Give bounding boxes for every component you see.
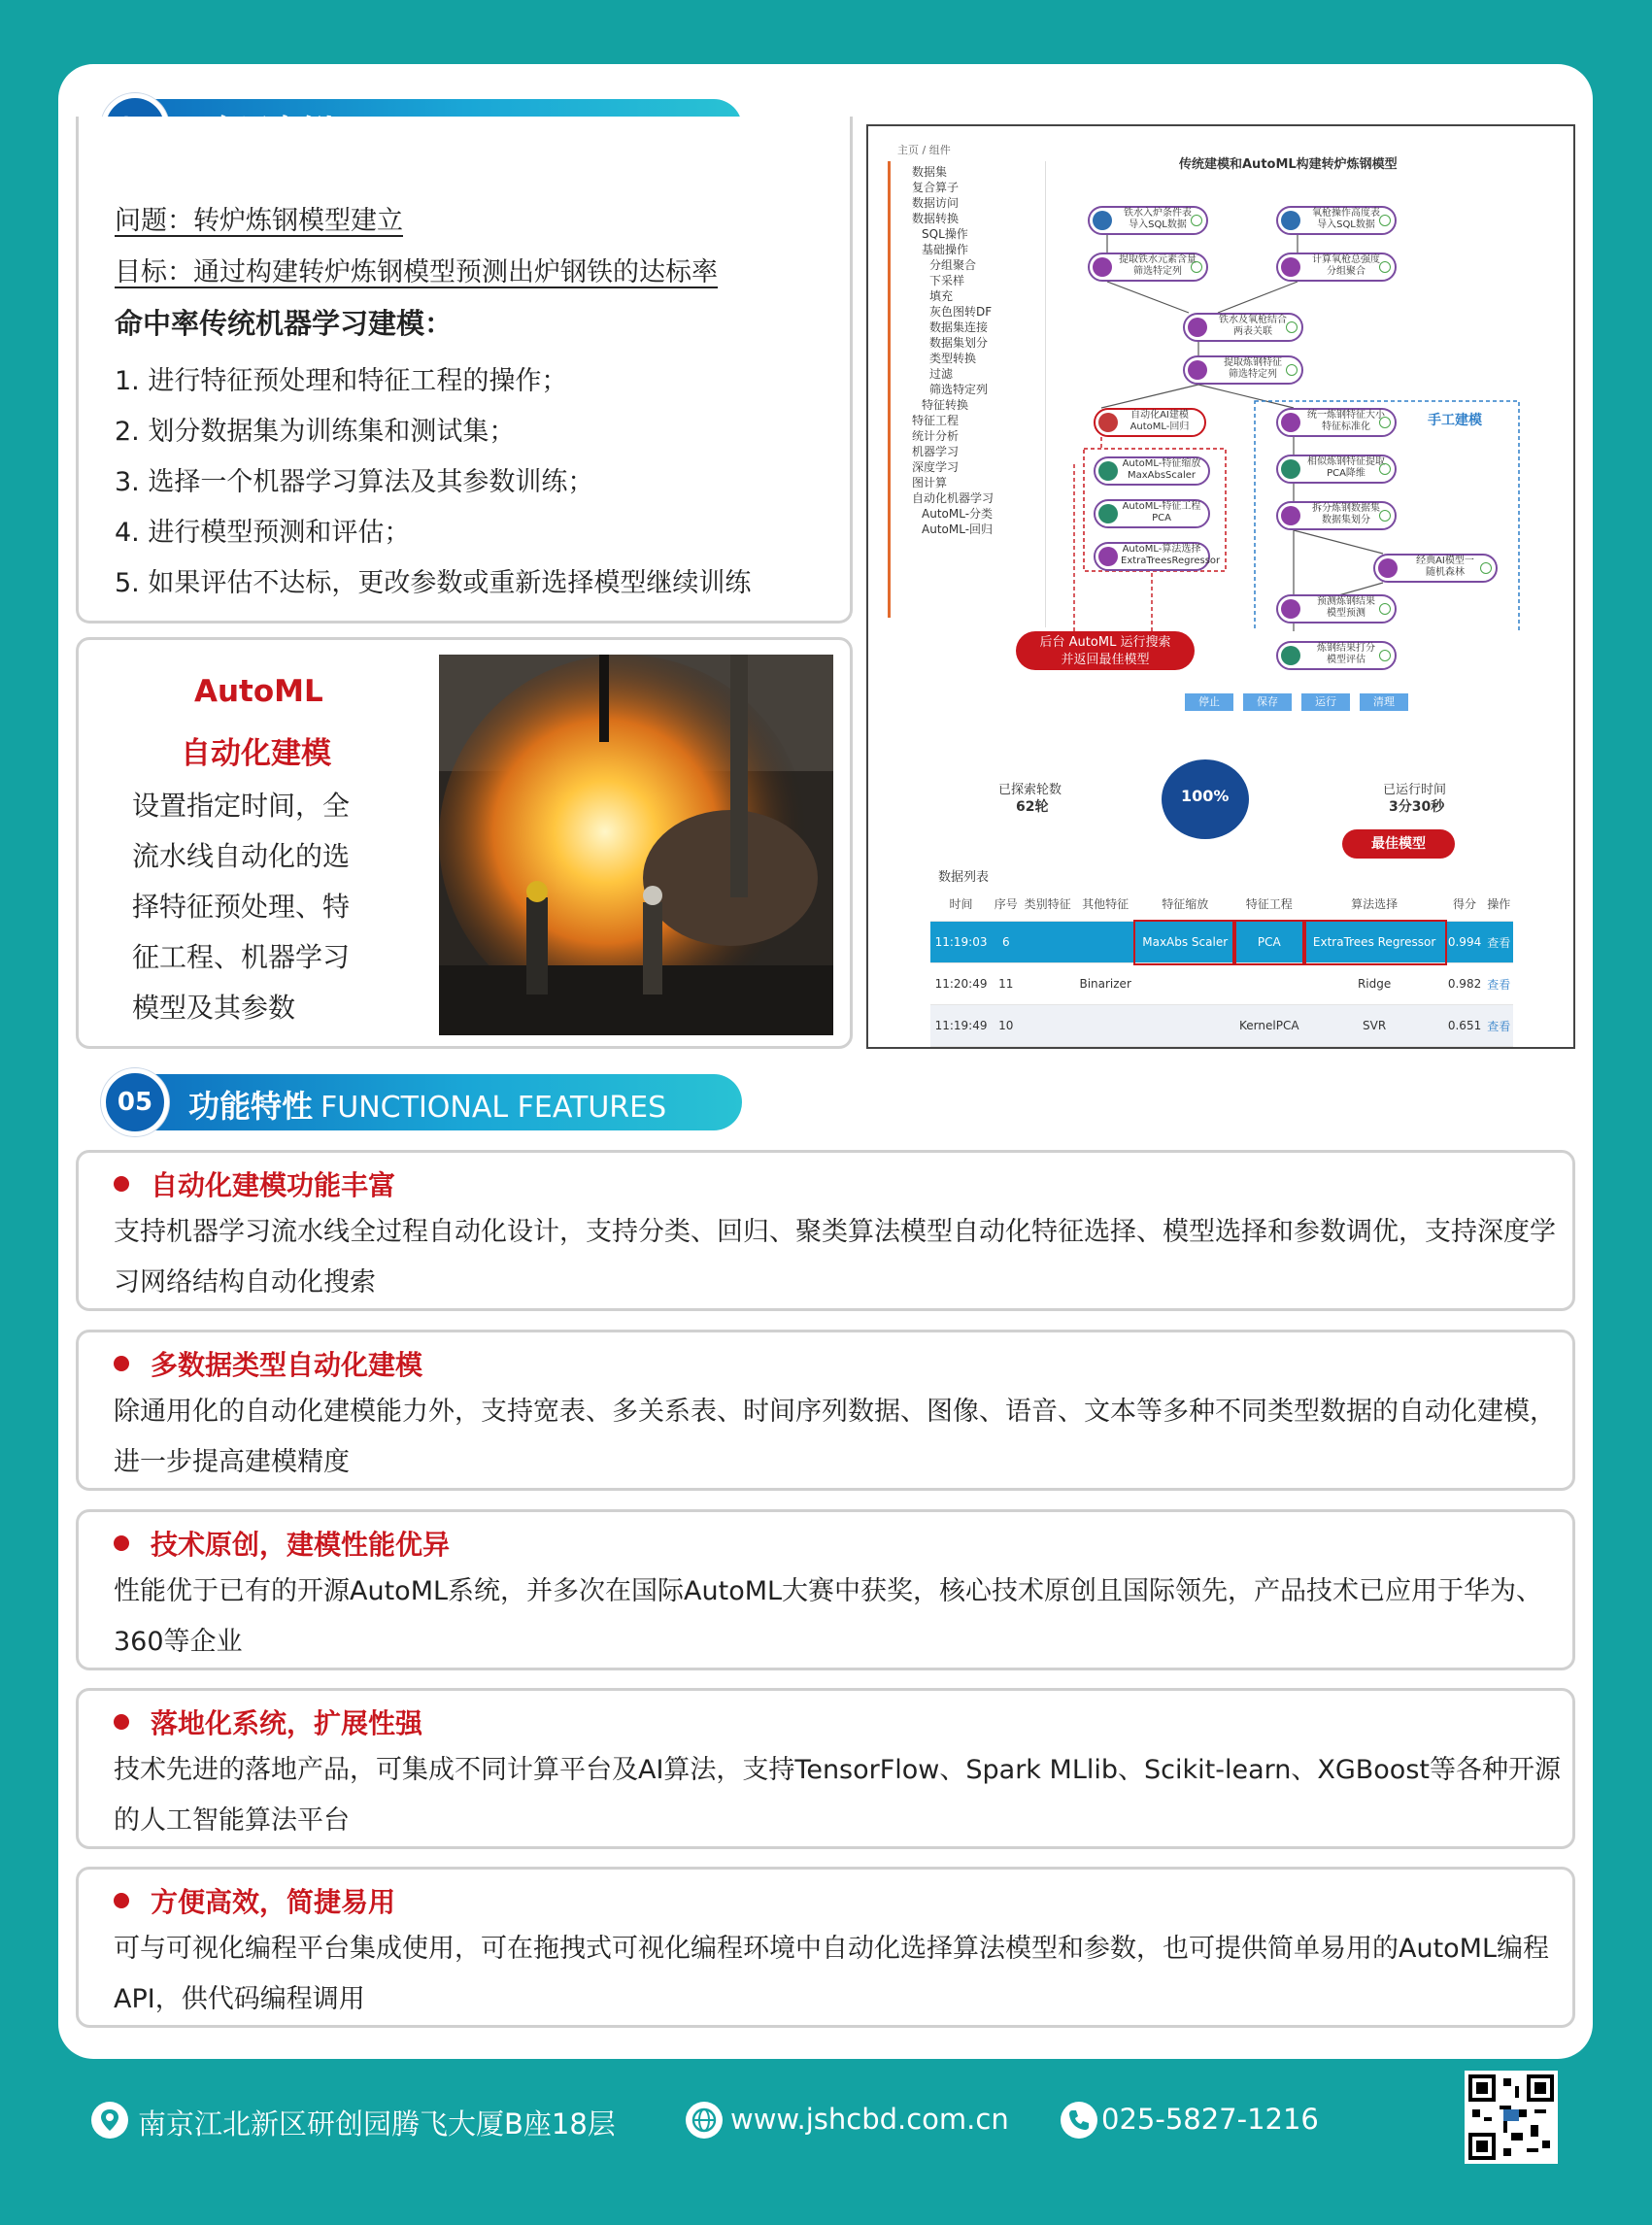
- manual-modeling-label: 手工建模: [1428, 413, 1482, 428]
- tree-item[interactable]: AutoML-分类: [922, 507, 994, 521]
- tree-item[interactable]: 筛选特定列: [929, 383, 989, 396]
- tree-item[interactable]: 基础操作: [922, 243, 969, 256]
- flow-node[interactable]: 自动化AI建模 AutoML-回归: [1094, 408, 1206, 437]
- tree-item[interactable]: 数据集: [912, 165, 948, 179]
- flow-node[interactable]: 提取炼钢特征 筛选特定列: [1183, 355, 1303, 385]
- tree-item[interactable]: 类型转换: [929, 352, 977, 365]
- progress-value: 100%: [1181, 787, 1230, 805]
- tree-item[interactable]: 深度学习: [912, 460, 960, 474]
- results-table: [930, 886, 1513, 1047]
- feature-card: [76, 1509, 1575, 1670]
- tree-item[interactable]: AutoML-回归: [922, 523, 994, 536]
- node-icon: [1378, 558, 1398, 578]
- flow-node[interactable]: 统一炼钢特征大小 特征标准化: [1276, 408, 1397, 437]
- tree-item[interactable]: 统计分析: [912, 429, 960, 443]
- check-icon: [1379, 650, 1391, 661]
- bullet-icon: [114, 1356, 129, 1371]
- bullet-icon: [114, 1714, 129, 1730]
- feature-desc: 性能优于已有的开源AutoML系统，并多次在国际AutoML大赛中获奖，核心技术原创且国际领先，产品技术已应用于华为、360等企业: [114, 1576, 1543, 1657]
- step-2: 2. 划分数据集为训练集和测试集；: [115, 417, 516, 447]
- automl-line-2: 流水线自动化的选: [132, 840, 351, 872]
- tree-item[interactable]: 图计算: [912, 476, 948, 489]
- tree-item[interactable]: 数据集划分: [929, 336, 989, 350]
- canvas-title: 传统建模和AutoML构建转炉炼钢模型: [1179, 157, 1398, 172]
- bullet-icon: [114, 1176, 129, 1192]
- flow-node[interactable]: 计算氧枪总强度 分组聚合: [1276, 253, 1397, 282]
- bullet-icon: [114, 1893, 129, 1908]
- feature-title: 自动化建模功能丰富: [151, 1169, 396, 1201]
- save-button[interactable]: 保存: [1243, 693, 1292, 711]
- feature-card: [76, 1688, 1575, 1849]
- goal-text: 目标：通过构建转炉炼钢模型预测出炉钢铁的达标率: [115, 257, 718, 287]
- section-title-en: FUNCTIONAL FEATURES: [320, 1091, 667, 1125]
- feature-title: 方便高效，简捷易用: [151, 1886, 396, 1918]
- automl-search-badge: 后台 AutoML 运行搜索 并返回最佳模型: [1016, 631, 1195, 670]
- tree-item[interactable]: 分组聚合: [929, 258, 977, 272]
- node-icon: [1188, 318, 1207, 337]
- check-icon: [1379, 510, 1391, 522]
- flow-node[interactable]: 炼钢结果打分 模型评估: [1276, 641, 1397, 670]
- tree-item[interactable]: 特征转换: [922, 398, 969, 412]
- platform-screenshot: [866, 124, 1575, 1049]
- feature-card: [76, 1150, 1575, 1311]
- best-model-badge: 最佳模型: [1342, 829, 1455, 859]
- feature-card: [76, 1867, 1575, 2028]
- node-icon: [1281, 413, 1300, 432]
- feature-title: 技术原创，建模性能优异: [151, 1529, 451, 1561]
- section-number: 05: [101, 1068, 169, 1136]
- footer-website[interactable]: www.jshcbd.com.cn: [730, 2103, 1009, 2136]
- section-05-header: [101, 1072, 742, 1132]
- tree-item[interactable]: 复合算子: [912, 181, 960, 194]
- flow-node[interactable]: AutoML-算法选择 ExtraTreesRegressor: [1094, 542, 1210, 571]
- footer-address: 南京江北新区研创园腾飞大厦B座18层: [138, 2107, 616, 2141]
- table-row[interactable]: 11:19:49 10 KernelPCA SVR 0.651 查看: [930, 1005, 1513, 1047]
- footer-phone[interactable]: 025-5827-1216: [1101, 2103, 1319, 2136]
- step-5: 5. 如果评估不达标，更改参数或重新选择模型继续训练: [115, 568, 752, 598]
- node-icon: [1098, 504, 1118, 523]
- feature-card: [76, 1330, 1575, 1491]
- automl-subtitle: 自动化建模: [181, 736, 331, 771]
- check-icon: [1379, 417, 1391, 428]
- view-link[interactable]: 查看: [1485, 963, 1513, 1005]
- check-icon: [1480, 562, 1492, 574]
- check-icon: [1379, 215, 1391, 226]
- elapsed-label: 已运行时间: [1383, 783, 1447, 797]
- data-list-title: 数据列表: [938, 870, 990, 885]
- tree-item[interactable]: 灰色图转DF: [929, 305, 993, 319]
- tree-item[interactable]: 自动化机器学习: [912, 491, 995, 505]
- tree-item[interactable]: 数据转换: [912, 212, 960, 225]
- automl-title: AutoML: [194, 674, 323, 709]
- bullet-icon: [114, 1535, 129, 1551]
- flow-node[interactable]: AutoML-特征工程 PCA: [1094, 499, 1210, 528]
- breadcrumb: 主页 / 组件: [897, 144, 951, 156]
- tree-item[interactable]: 机器学习: [912, 445, 960, 458]
- qr-code: [1465, 2071, 1558, 2164]
- flow-node[interactable]: 预测炼钢结果 模型预测: [1276, 594, 1397, 624]
- check-icon: [1379, 463, 1391, 475]
- table-row[interactable]: 11:20:49 11 Binarizer Ridge 0.982 查看: [930, 963, 1513, 1005]
- phone-icon: [1061, 2102, 1097, 2139]
- node-icon: [1093, 211, 1112, 230]
- feature-title: 落地化系统，扩展性强: [151, 1707, 423, 1739]
- check-icon: [1191, 215, 1202, 226]
- check-icon: [1286, 321, 1298, 333]
- view-link[interactable]: 查看: [1485, 1005, 1513, 1047]
- flow-node[interactable]: 拆分炼钢数据集 数据集划分: [1276, 501, 1397, 530]
- automl-line-3: 择特征预处理、特: [132, 891, 351, 923]
- tree-item[interactable]: 数据访问: [912, 196, 960, 210]
- node-icon: [1281, 646, 1300, 665]
- flow-node[interactable]: 铁水入炉条件表 导入SQL数据: [1088, 206, 1208, 235]
- section-title-cn: 功能特性: [188, 1088, 314, 1125]
- flow-node[interactable]: 经典AI模型一 随机森林: [1373, 554, 1498, 583]
- feature-desc: 除通用化的自动化建模能力外，支持宽表、多关系表、时间序列数据、图像、语音、文本等多种不同类型数据的自动化建模，进一步提高建模精度: [114, 1397, 1556, 1477]
- steelmaking-photo: [439, 655, 833, 1035]
- check-icon: [1286, 364, 1298, 376]
- automl-line-5: 模型及其参数: [132, 992, 296, 1024]
- case-subtitle: 命中率传统机器学习建模：: [115, 307, 454, 340]
- tree-item[interactable]: 填充: [929, 289, 954, 303]
- node-icon: [1188, 360, 1207, 380]
- flow-node[interactable]: 铁水及氧枪结合 两表关联: [1183, 313, 1303, 342]
- flow-node[interactable]: 氧枪操作高度表 导入SQL数据: [1276, 206, 1397, 235]
- step-3: 3. 选择一个机器学习算法及其参数训练；: [115, 467, 594, 497]
- check-icon: [1379, 261, 1391, 273]
- step-1: 1. 进行特征预处理和特征工程的操作；: [115, 366, 568, 396]
- automl-line-4: 征工程、机器学习: [132, 941, 351, 973]
- node-icon: [1098, 547, 1118, 566]
- flow-node[interactable]: AutoML-特征缩放 MaxAbsScaler: [1094, 456, 1210, 486]
- feature-desc: 可与可视化编程平台集成使用，可在拖拽式可视化编程环境中自动化选择算法模型和参数，也可提供简单易用的AutoML编程API，供代码编程调用: [114, 1934, 1550, 2014]
- node-icon: [1098, 413, 1118, 432]
- node-icon: [1281, 257, 1300, 277]
- view-link[interactable]: 查看: [1485, 922, 1513, 963]
- tree-item[interactable]: 数据集连接: [929, 320, 989, 334]
- problem-text: 问题：转炉炼钢模型建立: [115, 206, 403, 236]
- clear-button[interactable]: 清理: [1360, 693, 1408, 711]
- flow-node[interactable]: 提取铁水元素含量 筛选特定列: [1088, 253, 1208, 282]
- tree-item[interactable]: SQL操作: [922, 227, 968, 241]
- check-icon: [1191, 261, 1202, 273]
- explored-value: 62轮: [1016, 799, 1049, 815]
- feature-desc: 技术先进的落地产品，可集成不同计算平台及AI算法，支持TensorFlow、Spark MLlib、Scikit-learn、XGBoost等各种开源的人工智能算法平台: [114, 1755, 1561, 1836]
- node-icon: [1098, 461, 1118, 481]
- table-row[interactable]: 11:19:03 6 MaxAbs Scaler PCA ExtraTrees Regressor 0.994 查看: [930, 922, 1513, 963]
- tree-item[interactable]: 下采样: [929, 274, 965, 287]
- explored-label: 已探索轮数: [998, 783, 1062, 797]
- table-header: 时间 序号 类别特征 其他特征 特征缩放 特征工程 算法选择 得分 操作: [930, 886, 1513, 922]
- elapsed-value: 3分30秒: [1389, 799, 1445, 815]
- location-icon: [91, 2102, 128, 2139]
- node-icon: [1281, 459, 1300, 479]
- flow-node[interactable]: 相似炼钢特征提取 PCA降维: [1276, 455, 1397, 484]
- node-icon: [1093, 257, 1112, 277]
- tree-item[interactable]: 特征工程: [912, 414, 960, 427]
- automl-line-1: 设置指定时间，全: [132, 790, 351, 822]
- tree-item[interactable]: 过滤: [929, 367, 954, 381]
- node-icon: [1281, 506, 1300, 525]
- globe-icon: [686, 2102, 723, 2139]
- node-icon: [1281, 599, 1300, 619]
- check-icon: [1379, 603, 1391, 615]
- run-button[interactable]: 运行: [1301, 693, 1350, 711]
- feature-title: 多数据类型自动化建模: [151, 1349, 423, 1381]
- node-icon: [1281, 211, 1300, 230]
- step-4: 4. 进行模型预测和评估；: [115, 518, 411, 548]
- stop-button[interactable]: 停止: [1185, 693, 1233, 711]
- feature-desc: 支持机器学习流水线全过程自动化设计，支持分类、回归、聚类算法模型自动化特征选择、模型选择和参数调优，支持深度学习网络结构自动化搜索: [114, 1217, 1556, 1298]
